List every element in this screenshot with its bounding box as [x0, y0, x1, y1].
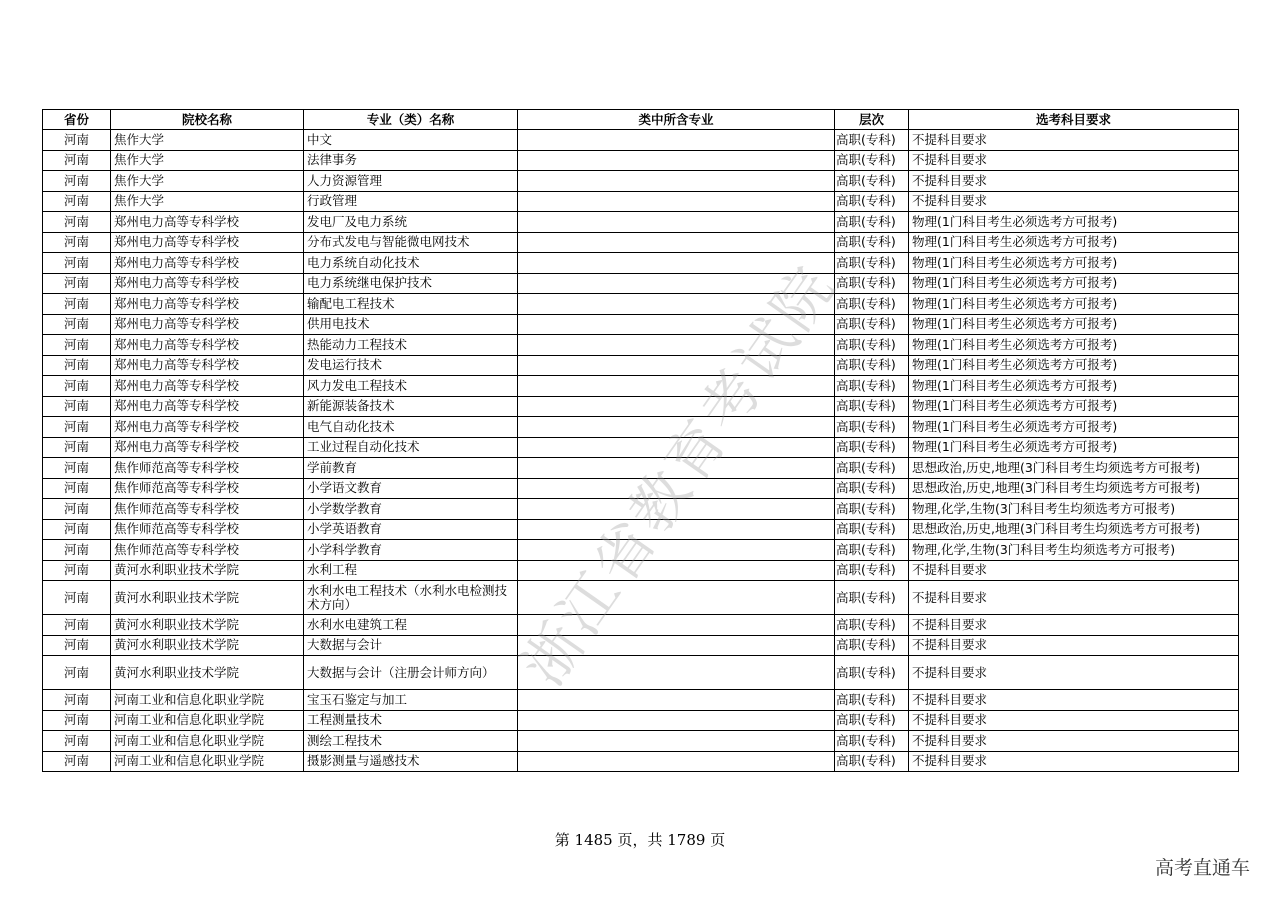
cell-subject-requirement: 不提科目要求	[909, 581, 1239, 615]
cell-province: 河南	[43, 499, 111, 520]
cell-subject-requirement: 思想政治,历史,地理(3门科目考生均须选考方可报考)	[909, 478, 1239, 499]
cell-province: 河南	[43, 635, 111, 656]
table-row	[43, 150, 1239, 171]
cell-school: 焦作师范高等专科学校	[111, 478, 304, 499]
cell-major: 发电厂及电力系统	[304, 212, 518, 233]
cell-sub-majors	[518, 150, 835, 171]
cell-level: 高职(专科)	[835, 751, 909, 772]
cell-school: 焦作大学	[111, 171, 304, 192]
cell-major: 小学数学教育	[304, 499, 518, 520]
cell-subject-requirement: 物理(1门科目考生必须选考方可报考)	[909, 294, 1239, 315]
cell-province: 河南	[43, 417, 111, 438]
cell-sub-majors	[518, 499, 835, 520]
cell-school: 焦作大学	[111, 191, 304, 212]
cell-subject-requirement: 不提科目要求	[909, 656, 1239, 690]
cell-level: 高职(专科)	[835, 150, 909, 171]
cell-school: 郑州电力高等专科学校	[111, 314, 304, 335]
cell-level: 高职(专科)	[835, 560, 909, 581]
cell-major: 电气自动化技术	[304, 417, 518, 438]
cell-sub-majors	[518, 581, 835, 615]
cell-level: 高职(专科)	[835, 710, 909, 731]
page-footer: 第 1485 页，共 1789 页	[554, 831, 726, 849]
header-level: 层次	[835, 110, 909, 130]
cell-major: 小学科学教育	[304, 540, 518, 561]
cell-sub-majors	[518, 191, 835, 212]
cell-subject-requirement: 不提科目要求	[909, 751, 1239, 772]
cell-level: 高职(专科)	[835, 253, 909, 274]
cell-sub-majors	[518, 731, 835, 752]
cell-school: 焦作师范高等专科学校	[111, 540, 304, 561]
cell-province: 河南	[43, 615, 111, 636]
cell-major: 小学语文教育	[304, 478, 518, 499]
cell-major: 大数据与会计（注册会计师方向）	[304, 656, 518, 690]
cell-level: 高职(专科)	[835, 731, 909, 752]
table-row	[43, 253, 1239, 274]
cell-sub-majors	[518, 710, 835, 731]
cell-major: 电力系统继电保护技术	[304, 273, 518, 294]
cell-province: 河南	[43, 396, 111, 417]
cell-major: 新能源装备技术	[304, 396, 518, 417]
cell-sub-majors	[518, 615, 835, 636]
cell-level: 高职(专科)	[835, 130, 909, 151]
cell-subject-requirement: 物理(1门科目考生必须选考方可报考)	[909, 437, 1239, 458]
cell-major: 人力资源管理	[304, 171, 518, 192]
cell-school: 郑州电力高等专科学校	[111, 437, 304, 458]
cell-major: 工业过程自动化技术	[304, 437, 518, 458]
table-row	[43, 710, 1239, 731]
cell-school: 郑州电力高等专科学校	[111, 253, 304, 274]
cell-sub-majors	[518, 355, 835, 376]
cell-sub-majors	[518, 635, 835, 656]
cell-level: 高职(专科)	[835, 232, 909, 253]
header-school: 院校名称	[111, 110, 304, 130]
cell-sub-majors	[518, 458, 835, 479]
table-row	[43, 615, 1239, 636]
cell-province: 河南	[43, 437, 111, 458]
cell-subject-requirement: 不提科目要求	[909, 710, 1239, 731]
table-row	[43, 751, 1239, 772]
cell-level: 高职(专科)	[835, 519, 909, 540]
cell-level: 高职(专科)	[835, 355, 909, 376]
cell-level: 高职(专科)	[835, 335, 909, 356]
table-row	[43, 437, 1239, 458]
cell-level: 高职(专科)	[835, 540, 909, 561]
cell-subject-requirement: 物理(1门科目考生必须选考方可报考)	[909, 376, 1239, 397]
cell-major: 电力系统自动化技术	[304, 253, 518, 274]
cell-level: 高职(专科)	[835, 273, 909, 294]
cell-major: 分布式发电与智能微电网技术	[304, 232, 518, 253]
cell-subject-requirement: 不提科目要求	[909, 731, 1239, 752]
cell-sub-majors	[518, 396, 835, 417]
cell-school: 郑州电力高等专科学校	[111, 232, 304, 253]
cell-school: 河南工业和信息化职业学院	[111, 731, 304, 752]
cell-sub-majors	[518, 335, 835, 356]
cell-province: 河南	[43, 560, 111, 581]
cell-province: 河南	[43, 253, 111, 274]
cell-school: 黄河水利职业技术学院	[111, 635, 304, 656]
cell-province: 河南	[43, 690, 111, 711]
cell-school: 焦作师范高等专科学校	[111, 458, 304, 479]
table-row	[43, 335, 1239, 356]
cell-province: 河南	[43, 731, 111, 752]
table-body	[43, 130, 1239, 772]
cell-major: 供用电技术	[304, 314, 518, 335]
cell-sub-majors	[518, 478, 835, 499]
table-row	[43, 478, 1239, 499]
cell-province: 河南	[43, 751, 111, 772]
cell-level: 高职(专科)	[835, 417, 909, 438]
cell-province: 河南	[43, 232, 111, 253]
cell-school: 郑州电力高等专科学校	[111, 417, 304, 438]
cell-subject-requirement: 物理(1门科目考生必须选考方可报考)	[909, 396, 1239, 417]
cell-sub-majors	[518, 273, 835, 294]
cell-subject-requirement: 不提科目要求	[909, 171, 1239, 192]
brand-watermark: 高考直通车	[1154, 857, 1250, 879]
header-province: 省份	[43, 110, 111, 130]
table-row	[43, 294, 1239, 315]
cell-subject-requirement: 不提科目要求	[909, 635, 1239, 656]
cell-province: 河南	[43, 540, 111, 561]
table-row	[43, 690, 1239, 711]
cell-sub-majors	[518, 751, 835, 772]
cell-major: 行政管理	[304, 191, 518, 212]
cell-subject-requirement: 物理(1门科目考生必须选考方可报考)	[909, 355, 1239, 376]
cell-level: 高职(专科)	[835, 656, 909, 690]
cell-school: 河南工业和信息化职业学院	[111, 710, 304, 731]
cell-province: 河南	[43, 150, 111, 171]
header-subject-requirement: 选考科目要求	[909, 110, 1239, 130]
table-row	[43, 212, 1239, 233]
cell-province: 河南	[43, 519, 111, 540]
cell-sub-majors	[518, 212, 835, 233]
cell-school: 郑州电力高等专科学校	[111, 212, 304, 233]
cell-province: 河南	[43, 273, 111, 294]
cell-major: 水利工程	[304, 560, 518, 581]
header-major: 专业（类）名称	[304, 110, 518, 130]
cell-province: 河南	[43, 656, 111, 690]
cell-major: 小学英语教育	[304, 519, 518, 540]
cell-school: 焦作师范高等专科学校	[111, 519, 304, 540]
cell-sub-majors	[518, 417, 835, 438]
watermark: 浙江省教育考试院	[508, 252, 850, 698]
cell-sub-majors	[518, 690, 835, 711]
cell-sub-majors	[518, 560, 835, 581]
cell-province: 河南	[43, 171, 111, 192]
table-row	[43, 417, 1239, 438]
cell-subject-requirement: 物理(1门科目考生必须选考方可报考)	[909, 212, 1239, 233]
cell-school: 郑州电力高等专科学校	[111, 294, 304, 315]
table-row	[43, 376, 1239, 397]
cell-level: 高职(专科)	[835, 635, 909, 656]
cell-school: 焦作大学	[111, 130, 304, 151]
cell-province: 河南	[43, 478, 111, 499]
cell-major: 热能动力工程技术	[304, 335, 518, 356]
cell-school: 郑州电力高等专科学校	[111, 355, 304, 376]
cell-subject-requirement: 不提科目要求	[909, 130, 1239, 151]
cell-subject-requirement: 物理(1门科目考生必须选考方可报考)	[909, 314, 1239, 335]
table-row	[43, 396, 1239, 417]
cell-school: 河南工业和信息化职业学院	[111, 751, 304, 772]
cell-sub-majors	[518, 376, 835, 397]
cell-subject-requirement: 物理,化学,生物(3门科目考生均须选考方可报考)	[909, 540, 1239, 561]
table-row	[43, 635, 1239, 656]
cell-province: 河南	[43, 376, 111, 397]
table-row	[43, 519, 1239, 540]
cell-subject-requirement: 不提科目要求	[909, 560, 1239, 581]
table-row	[43, 130, 1239, 151]
cell-province: 河南	[43, 355, 111, 376]
cell-subject-requirement: 思想政治,历史,地理(3门科目考生均须选考方可报考)	[909, 519, 1239, 540]
cell-school: 河南工业和信息化职业学院	[111, 690, 304, 711]
cell-major: 大数据与会计	[304, 635, 518, 656]
table-row	[43, 458, 1239, 479]
header-sub-majors: 类中所含专业	[518, 110, 835, 130]
cell-school: 郑州电力高等专科学校	[111, 273, 304, 294]
cell-subject-requirement: 不提科目要求	[909, 690, 1239, 711]
cell-subject-requirement: 物理(1门科目考生必须选考方可报考)	[909, 417, 1239, 438]
cell-level: 高职(专科)	[835, 171, 909, 192]
cell-major: 工程测量技术	[304, 710, 518, 731]
cell-subject-requirement: 不提科目要求	[909, 150, 1239, 171]
cell-level: 高职(专科)	[835, 615, 909, 636]
cell-school: 黄河水利职业技术学院	[111, 581, 304, 615]
cell-province: 河南	[43, 294, 111, 315]
table-row	[43, 656, 1239, 690]
cell-province: 河南	[43, 130, 111, 151]
cell-sub-majors	[518, 130, 835, 151]
cell-subject-requirement: 不提科目要求	[909, 615, 1239, 636]
cell-subject-requirement: 物理(1门科目考生必须选考方可报考)	[909, 335, 1239, 356]
cell-major: 风力发电工程技术	[304, 376, 518, 397]
table-row	[43, 581, 1239, 615]
table-row	[43, 273, 1239, 294]
cell-sub-majors	[518, 253, 835, 274]
cell-school: 黄河水利职业技术学院	[111, 560, 304, 581]
cell-major: 输配电工程技术	[304, 294, 518, 315]
cell-major: 宝玉石鉴定与加工	[304, 690, 518, 711]
cell-subject-requirement: 物理,化学,生物(3门科目考生均须选考方可报考)	[909, 499, 1239, 520]
cell-level: 高职(专科)	[835, 314, 909, 335]
table-row	[43, 355, 1239, 376]
table-header	[43, 110, 1239, 130]
cell-school: 焦作大学	[111, 150, 304, 171]
table-row	[43, 731, 1239, 752]
cell-subject-requirement: 不提科目要求	[909, 191, 1239, 212]
cell-level: 高职(专科)	[835, 212, 909, 233]
cell-level: 高职(专科)	[835, 690, 909, 711]
cell-school: 焦作师范高等专科学校	[111, 499, 304, 520]
table-row	[43, 499, 1239, 520]
cell-province: 河南	[43, 581, 111, 615]
cell-school: 郑州电力高等专科学校	[111, 335, 304, 356]
cell-subject-requirement: 物理(1门科目考生必须选考方可报考)	[909, 273, 1239, 294]
table-row	[43, 540, 1239, 561]
admission-requirements-table	[42, 109, 1239, 772]
cell-province: 河南	[43, 212, 111, 233]
cell-subject-requirement: 思想政治,历史,地理(3门科目考生均须选考方可报考)	[909, 458, 1239, 479]
cell-level: 高职(专科)	[835, 294, 909, 315]
cell-major: 学前教育	[304, 458, 518, 479]
cell-sub-majors	[518, 232, 835, 253]
header-row	[43, 110, 1239, 130]
cell-level: 高职(专科)	[835, 376, 909, 397]
cell-school: 郑州电力高等专科学校	[111, 396, 304, 417]
cell-school: 郑州电力高等专科学校	[111, 376, 304, 397]
cell-sub-majors	[518, 314, 835, 335]
cell-level: 高职(专科)	[835, 499, 909, 520]
cell-province: 河南	[43, 710, 111, 731]
cell-major: 水利水电建筑工程	[304, 615, 518, 636]
cell-level: 高职(专科)	[835, 191, 909, 212]
cell-major: 中文	[304, 130, 518, 151]
cell-major: 测绘工程技术	[304, 731, 518, 752]
cell-level: 高职(专科)	[835, 581, 909, 615]
cell-school: 黄河水利职业技术学院	[111, 615, 304, 636]
cell-major: 摄影测量与遥感技术	[304, 751, 518, 772]
cell-sub-majors	[518, 656, 835, 690]
cell-sub-majors	[518, 540, 835, 561]
table-row	[43, 232, 1239, 253]
cell-sub-majors	[518, 171, 835, 192]
table-row	[43, 191, 1239, 212]
cell-level: 高职(专科)	[835, 458, 909, 479]
table-row	[43, 314, 1239, 335]
table-row	[43, 560, 1239, 581]
cell-sub-majors	[518, 294, 835, 315]
cell-province: 河南	[43, 335, 111, 356]
cell-sub-majors	[518, 519, 835, 540]
cell-sub-majors	[518, 437, 835, 458]
cell-subject-requirement: 物理(1门科目考生必须选考方可报考)	[909, 253, 1239, 274]
cell-subject-requirement: 物理(1门科目考生必须选考方可报考)	[909, 232, 1239, 253]
cell-major: 发电运行技术	[304, 355, 518, 376]
cell-level: 高职(专科)	[835, 478, 909, 499]
cell-school: 黄河水利职业技术学院	[111, 656, 304, 690]
cell-province: 河南	[43, 458, 111, 479]
cell-level: 高职(专科)	[835, 396, 909, 417]
cell-province: 河南	[43, 191, 111, 212]
table-row	[43, 171, 1239, 192]
cell-level: 高职(专科)	[835, 437, 909, 458]
cell-major: 法律事务	[304, 150, 518, 171]
cell-province: 河南	[43, 314, 111, 335]
cell-major: 水利水电工程技术（水利水电检测技术方向）	[304, 581, 518, 615]
